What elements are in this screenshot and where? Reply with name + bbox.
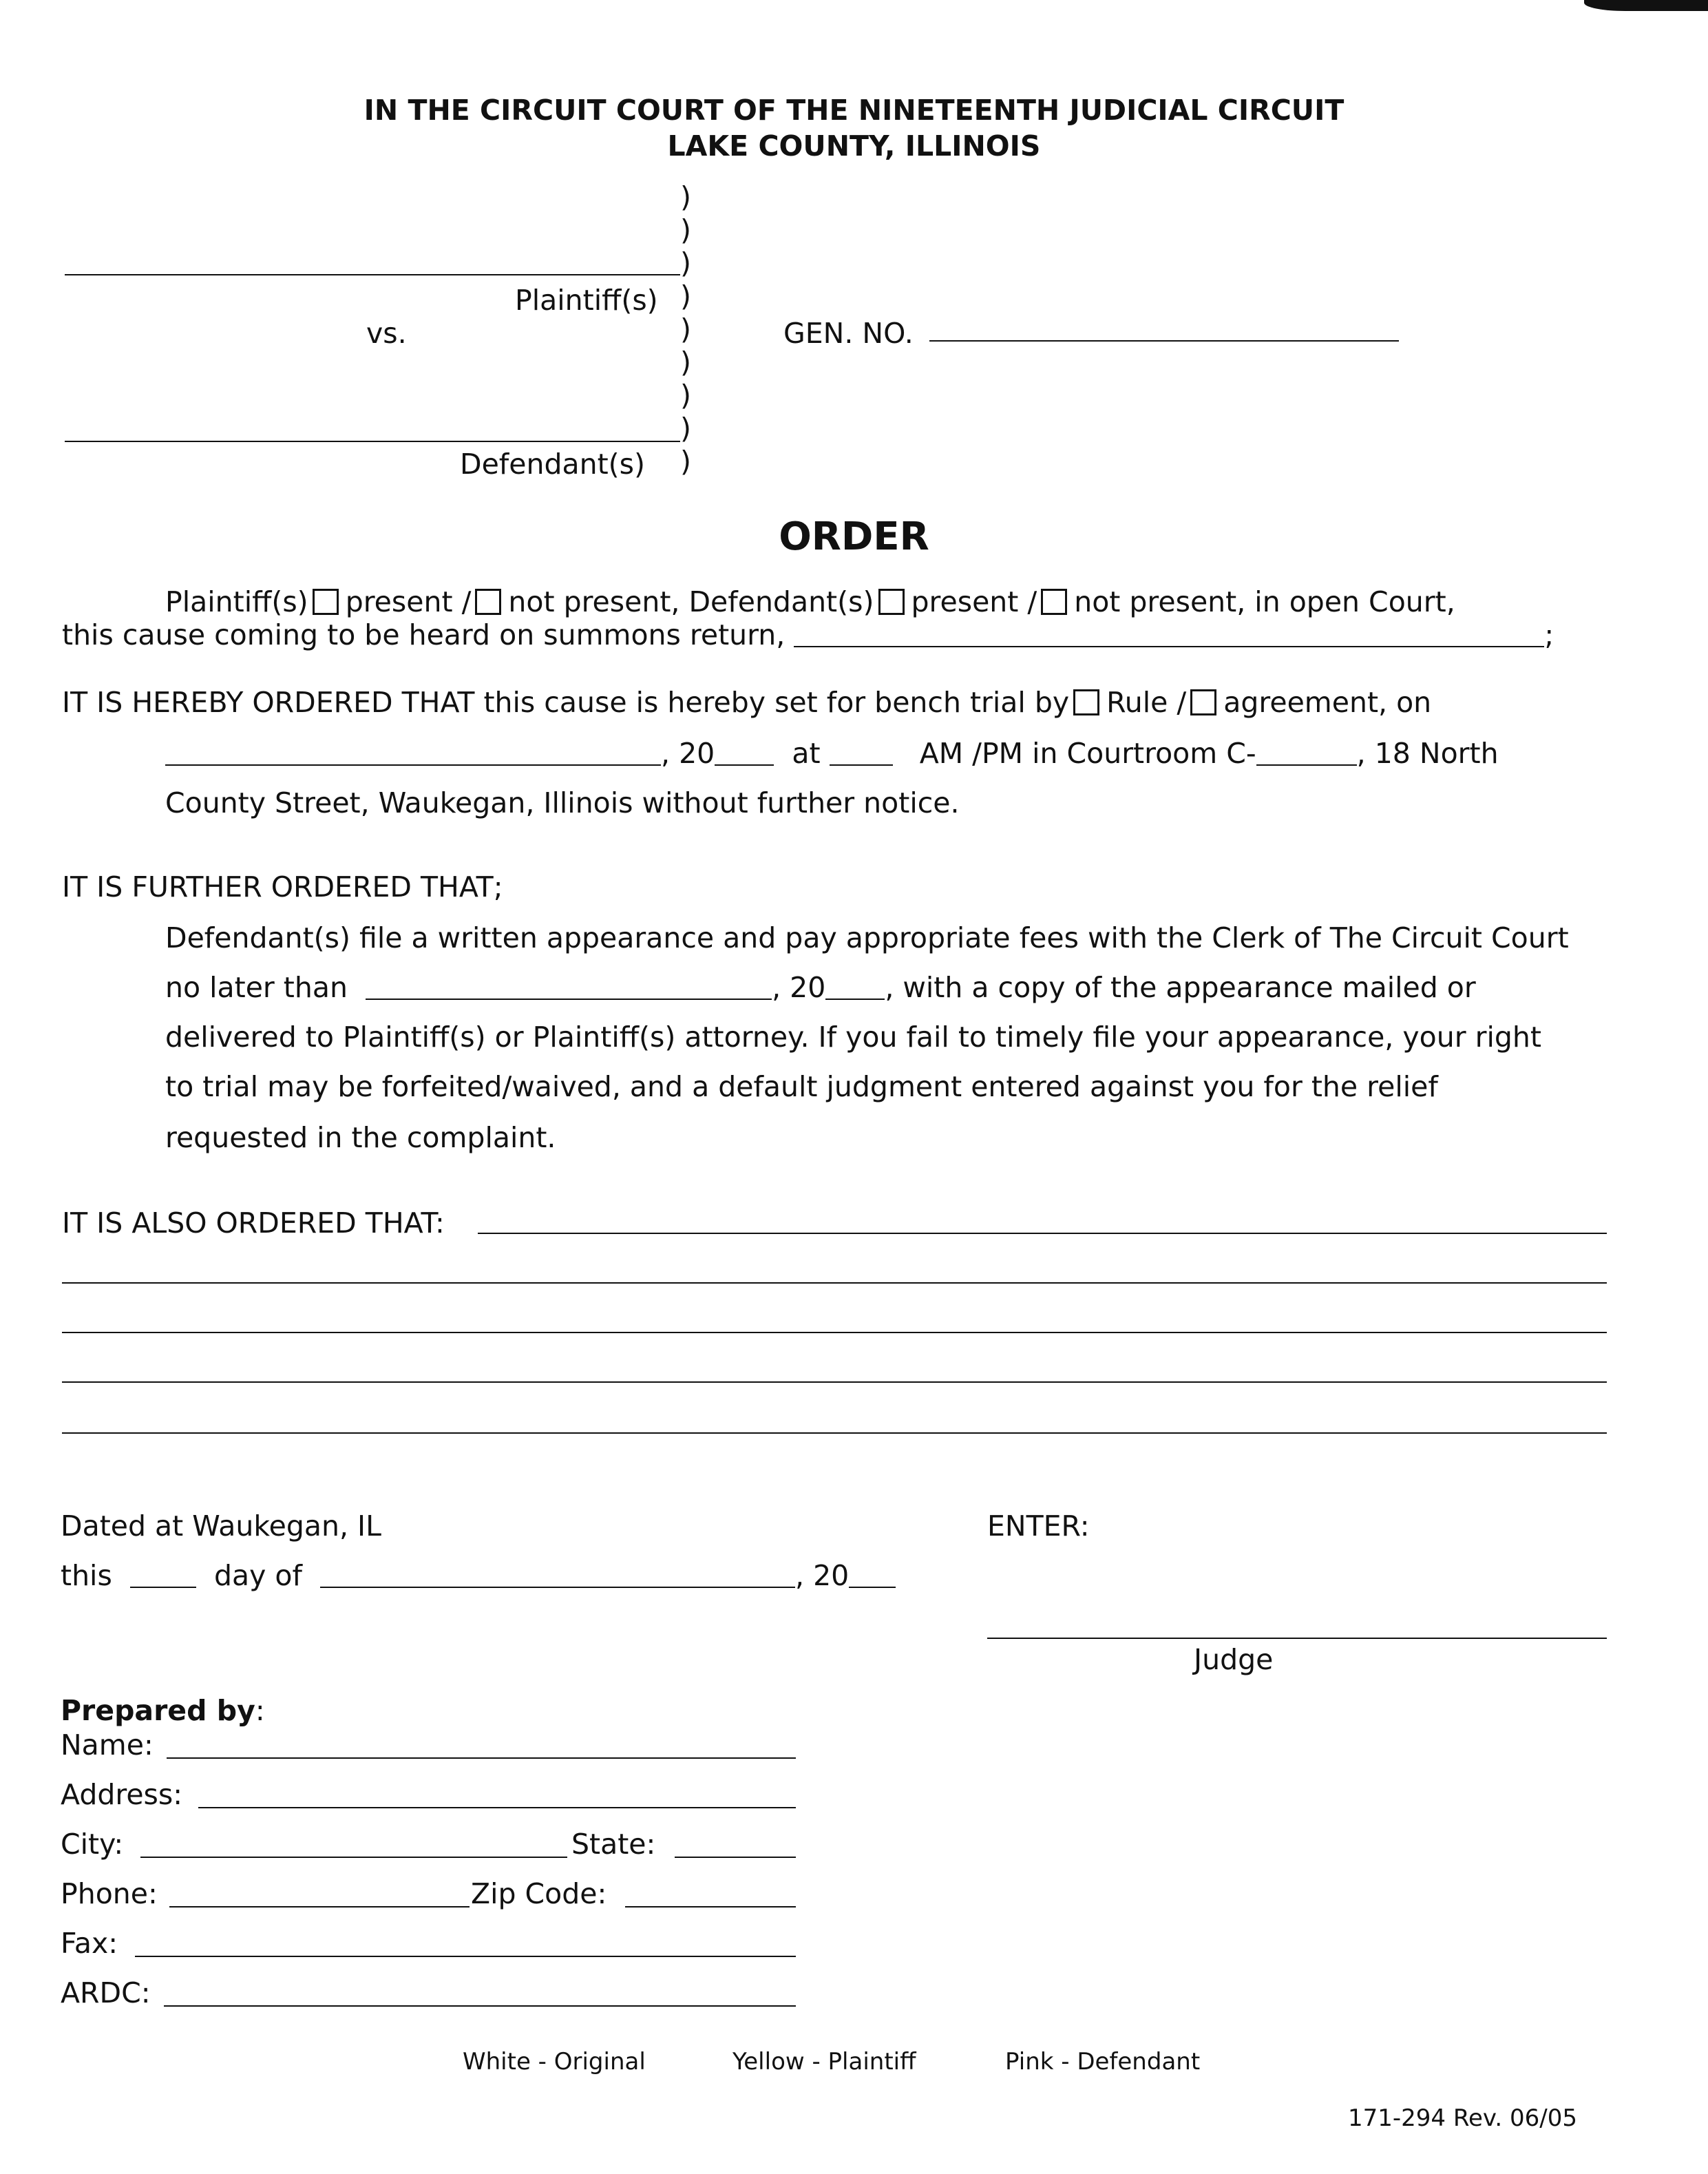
defendant-label: Defendant(s) bbox=[460, 448, 646, 481]
gen-no-line[interactable] bbox=[929, 340, 1399, 342]
defendant-name-line[interactable] bbox=[65, 441, 680, 442]
zip-label: Zip Code: bbox=[471, 1877, 607, 1910]
caption-paren: ) bbox=[680, 412, 691, 445]
vs-label: vs. bbox=[366, 317, 407, 350]
further-line-4: to trial may be forfeited/waived, and a default judgment entered against you for the relief bbox=[165, 1070, 1438, 1103]
trial-year-field[interactable] bbox=[715, 738, 774, 766]
city-label: City: bbox=[61, 1828, 124, 1861]
at-label: at bbox=[792, 737, 821, 770]
county-street-line: County Street, Waukegan, Illinois without further notice. bbox=[165, 786, 960, 819]
caption-paren: ) bbox=[680, 346, 691, 379]
phone-field[interactable] bbox=[169, 1906, 470, 1908]
city-field[interactable] bbox=[140, 1857, 567, 1858]
bench-trial-line bbox=[62, 684, 1431, 720]
agreement-label: agreement, on bbox=[1223, 686, 1432, 719]
plaintiff-present-checkbox[interactable] bbox=[313, 589, 339, 615]
plaintiff-not-present-checkbox[interactable] bbox=[475, 589, 501, 615]
courtroom-field[interactable] bbox=[1256, 738, 1357, 766]
this-label: this bbox=[61, 1559, 112, 1592]
courtroom-label: AM /PM in Courtroom C- bbox=[919, 737, 1256, 770]
further-line-2 bbox=[165, 970, 1476, 1005]
presence-plaintiff-label: Plaintiff(s) bbox=[165, 585, 308, 618]
summons-return-field[interactable] bbox=[794, 620, 1544, 647]
not-present-defendant-label: not present, Defendant(s) bbox=[508, 585, 874, 618]
also-ordered-line[interactable] bbox=[62, 1432, 1607, 1434]
caption-paren: ) bbox=[680, 213, 691, 247]
caption-paren: ) bbox=[680, 313, 691, 346]
caption-paren: ) bbox=[680, 379, 691, 412]
judge-label: Judge bbox=[1194, 1643, 1274, 1676]
copy-pink: Pink - Defendant bbox=[1005, 2048, 1201, 2076]
name-field[interactable] bbox=[167, 1757, 796, 1759]
name-label: Name: bbox=[61, 1728, 154, 1762]
colon: : bbox=[255, 1694, 265, 1727]
enter-label: ENTER: bbox=[987, 1509, 1090, 1543]
defendant-not-present-checkbox[interactable] bbox=[1041, 589, 1067, 615]
phone-label: Phone: bbox=[61, 1877, 158, 1910]
dated-at: Dated at Waukegan, IL bbox=[61, 1509, 381, 1543]
caption-paren: ) bbox=[680, 445, 691, 478]
year-prefix: , 20 bbox=[772, 971, 826, 1004]
plaintiff-label: Plaintiff(s) bbox=[515, 284, 658, 317]
caption-paren: ) bbox=[680, 280, 691, 313]
bench-trial-label: IT IS HEREBY ORDERED THAT this cause is hereby set for bench trial by bbox=[62, 686, 1070, 719]
year-prefix: , 20 bbox=[795, 1559, 850, 1592]
state-label: State: bbox=[571, 1828, 656, 1861]
trial-date-line bbox=[165, 735, 1499, 771]
agreement-checkbox[interactable] bbox=[1190, 689, 1216, 715]
semicolon: ; bbox=[1544, 618, 1554, 651]
county-name: LAKE COUNTY, ILLINOIS bbox=[667, 129, 1041, 163]
also-ordered-line[interactable] bbox=[62, 1282, 1607, 1284]
present-label: present / bbox=[911, 585, 1037, 618]
further-line-5: requested in the complaint. bbox=[165, 1121, 556, 1154]
day-field[interactable] bbox=[130, 1560, 196, 1588]
also-ordered-line[interactable] bbox=[478, 1233, 1607, 1234]
presence-line bbox=[165, 584, 1455, 620]
gen-no-label: GEN. NO. bbox=[783, 317, 914, 350]
caption-paren: ) bbox=[680, 180, 691, 213]
order-title: ORDER bbox=[779, 514, 929, 559]
copy-white: White - Original bbox=[463, 2048, 646, 2076]
dated-year-field[interactable] bbox=[849, 1560, 896, 1588]
form-number: 171-294 Rev. 06/05 bbox=[1348, 2104, 1577, 2132]
day-line bbox=[61, 1558, 896, 1593]
ardc-field[interactable] bbox=[164, 2005, 796, 2007]
defendant-present-checkbox[interactable] bbox=[878, 589, 905, 615]
day-of-label: day of bbox=[213, 1559, 302, 1592]
appearance-date-field[interactable] bbox=[366, 972, 772, 1000]
copy-label: , with a copy of the appearance mailed or bbox=[885, 971, 1476, 1004]
not-present-open-court-label: not present, in open Court, bbox=[1074, 585, 1455, 618]
address-north: , 18 North bbox=[1356, 737, 1499, 770]
also-heading: IT IS ALSO ORDERED THAT: bbox=[62, 1206, 445, 1240]
rule-checkbox[interactable] bbox=[1073, 689, 1099, 715]
also-ordered-line[interactable] bbox=[62, 1332, 1607, 1333]
state-field[interactable] bbox=[675, 1857, 796, 1858]
ardc-label: ARDC: bbox=[61, 1976, 151, 2009]
also-ordered-line[interactable] bbox=[62, 1381, 1607, 1383]
present-label: present / bbox=[345, 585, 472, 618]
caption-paren: ) bbox=[680, 247, 691, 280]
summons-return-label: this cause coming to be heard on summons return, bbox=[62, 618, 786, 651]
fax-label: Fax: bbox=[61, 1927, 118, 1960]
further-line-1: Defendant(s) file a written appearance and pay appropriate fees with the Clerk of The Circuit Court bbox=[165, 921, 1569, 954]
scan-artifact bbox=[1584, 0, 1708, 11]
address-label: Address: bbox=[61, 1778, 183, 1811]
copy-yellow: Yellow - Plaintiff bbox=[732, 2048, 916, 2076]
rule-label: Rule / bbox=[1106, 686, 1187, 719]
prepared-by-heading bbox=[61, 1693, 265, 1728]
trial-time-field[interactable] bbox=[830, 738, 893, 766]
summons-line bbox=[62, 617, 1554, 653]
appearance-year-field[interactable] bbox=[825, 972, 885, 1000]
judge-signature-line[interactable] bbox=[987, 1638, 1607, 1639]
fax-field[interactable] bbox=[135, 1956, 796, 1957]
address-field[interactable] bbox=[198, 1807, 796, 1808]
zip-field[interactable] bbox=[625, 1906, 796, 1908]
year-prefix: , 20 bbox=[661, 737, 715, 770]
further-line-3: delivered to Plaintiff(s) or Plaintiff(s) attorney. If you fail to timely file your appearance, your right bbox=[165, 1021, 1541, 1054]
month-field[interactable] bbox=[320, 1560, 795, 1588]
further-heading: IT IS FURTHER ORDERED THAT; bbox=[62, 870, 503, 903]
plaintiff-name-line[interactable] bbox=[65, 274, 680, 275]
court-name: IN THE CIRCUIT COURT OF THE NINETEENTH JUDICIAL CIRCUIT bbox=[363, 94, 1345, 127]
prepared-by-label: Prepared by bbox=[61, 1694, 255, 1727]
no-later-label: no later than bbox=[165, 971, 348, 1004]
trial-date-field[interactable] bbox=[165, 738, 661, 766]
